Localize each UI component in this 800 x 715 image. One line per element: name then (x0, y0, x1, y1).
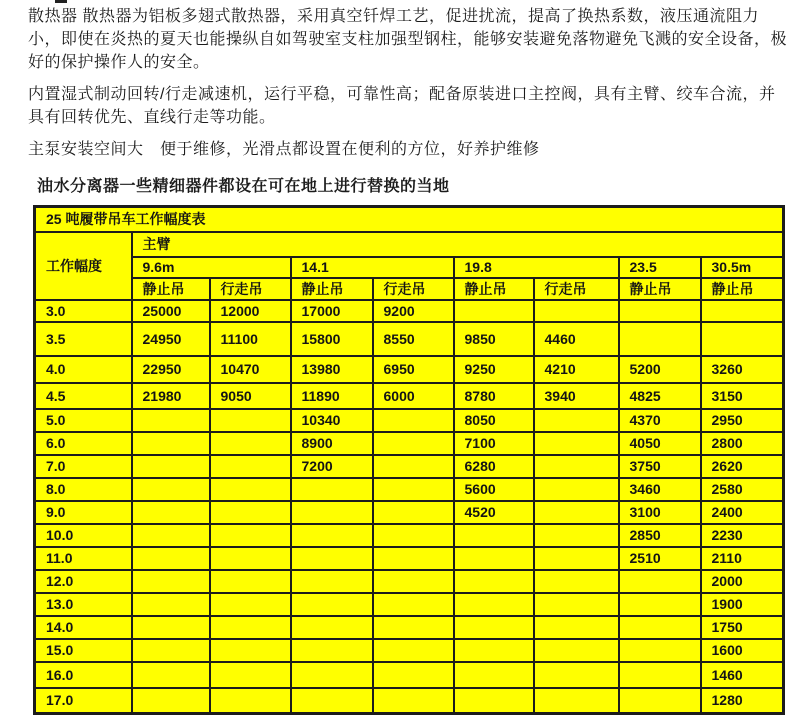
capacity-cell (132, 432, 210, 455)
clipped-text-fragment (55, 0, 67, 3)
capacity-cell (454, 688, 534, 714)
capacity-cell: 2230 (701, 524, 784, 547)
capacity-cell (291, 501, 373, 524)
capacity-cell (373, 662, 454, 688)
hook-type-header: 行走吊 (210, 278, 291, 300)
capacity-cell (373, 524, 454, 547)
capacity-cell (373, 547, 454, 570)
capacity-cell (210, 478, 291, 501)
capacity-cell (534, 662, 619, 688)
capacity-cell: 3150 (701, 383, 784, 409)
capacity-cell (373, 432, 454, 455)
capacity-cell: 8780 (454, 383, 534, 409)
capacity-cell: 6950 (373, 356, 454, 383)
document-content (0, 0, 800, 198)
table-row (35, 383, 784, 409)
paragraph-main-pump: 主泵安装空间大 便于维修，光滑点都设置在便利的方位，好养护维修 (28, 141, 540, 158)
capacity-cell (373, 570, 454, 593)
capacity-cell: 3260 (701, 356, 784, 383)
table-row (35, 478, 784, 501)
capacity-cell: 1460 (701, 662, 784, 688)
hook-type-header: 静止吊 (701, 278, 784, 300)
table-row (35, 662, 784, 688)
radius-cell: 15.0 (35, 639, 132, 662)
capacity-cell: 2400 (701, 501, 784, 524)
capacity-cell (534, 570, 619, 593)
radius-cell: 10.0 (35, 524, 132, 547)
boom-length-row (35, 257, 784, 278)
capacity-cell (210, 524, 291, 547)
radius-cell: 16.0 (35, 662, 132, 688)
capacity-cell: 5200 (619, 356, 701, 383)
capacity-cell: 7100 (454, 432, 534, 455)
table-row (35, 322, 784, 356)
capacity-cell: 10470 (210, 356, 291, 383)
main-boom-header: 主臂 (132, 232, 784, 257)
capacity-cell: 24950 (132, 322, 210, 356)
capacity-cell (619, 570, 701, 593)
capacity-cell: 4050 (619, 432, 701, 455)
capacity-cell (210, 616, 291, 639)
capacity-cell: 4370 (619, 409, 701, 432)
table-row (35, 300, 784, 322)
capacity-cell (373, 478, 454, 501)
boom-length-header: 30.5m (701, 257, 784, 278)
capacity-cell (373, 409, 454, 432)
capacity-cell (132, 478, 210, 501)
capacity-cell (210, 593, 291, 616)
working-radius-header: 工作幅度 (35, 232, 132, 300)
capacity-cell: 2000 (701, 570, 784, 593)
capacity-cell: 1750 (701, 616, 784, 639)
capacity-cell (454, 570, 534, 593)
radius-cell: 4.0 (35, 356, 132, 383)
capacity-cell (210, 432, 291, 455)
capacity-cell: 8050 (454, 409, 534, 432)
capacity-cell (373, 455, 454, 478)
capacity-cell (454, 616, 534, 639)
hook-type-header: 静止吊 (291, 278, 373, 300)
capacity-cell (454, 639, 534, 662)
capacity-cell: 11890 (291, 383, 373, 409)
paragraph-radiator: 散热器 散热器为铝板多翅式散热器，采用真空钎焊工艺，促进扰流，提高了换热系数，液压通流阻力小，即使在炎热的夏天也能操纵自如驾驶室支柱加强型钢柱，能够安装避免落物避免飞溅的安全设备，极好的保护操作人的安全。 (28, 8, 788, 71)
capacity-cell (291, 524, 373, 547)
capacity-cell (132, 501, 210, 524)
boom-length-header: 14.1 (291, 257, 454, 278)
capacity-cell: 4210 (534, 356, 619, 383)
capacity-cell (210, 688, 291, 714)
capacity-cell (132, 524, 210, 547)
capacity-cell (534, 616, 619, 639)
table-row (35, 688, 784, 714)
radius-cell: 11.0 (35, 547, 132, 570)
capacity-cell: 17000 (291, 300, 373, 322)
capacity-cell (132, 547, 210, 570)
capacity-cell (619, 322, 701, 356)
capacity-cell (291, 616, 373, 639)
capacity-cell (132, 662, 210, 688)
table-row (35, 593, 784, 616)
table-body (35, 300, 784, 714)
capacity-cell: 12000 (210, 300, 291, 322)
radius-cell: 5.0 (35, 409, 132, 432)
capacity-cell: 4825 (619, 383, 701, 409)
radius-cell: 14.0 (35, 616, 132, 639)
capacity-cell (534, 501, 619, 524)
capacity-cell: 7200 (291, 455, 373, 478)
capacity-cell: 2110 (701, 547, 784, 570)
capacity-cell (454, 662, 534, 688)
capacity-cell: 2620 (701, 455, 784, 478)
table-row (35, 570, 784, 593)
capacity-cell (619, 662, 701, 688)
boom-length-header: 9.6m (132, 257, 291, 278)
table-row (35, 455, 784, 478)
radius-cell: 7.0 (35, 455, 132, 478)
capacity-cell: 22950 (132, 356, 210, 383)
capacity-cell (619, 616, 701, 639)
paragraph-oil-water-separator: 油水分离器一些精细器件都设在可在地上进行替换的当地 (37, 178, 450, 195)
capacity-cell: 9200 (373, 300, 454, 322)
radius-cell: 17.0 (35, 688, 132, 714)
capacity-cell: 21980 (132, 383, 210, 409)
hook-type-header: 行走吊 (373, 278, 454, 300)
radius-cell: 13.0 (35, 593, 132, 616)
capacity-cell (373, 688, 454, 714)
capacity-cell (210, 455, 291, 478)
capacity-cell (132, 639, 210, 662)
capacity-cell (619, 688, 701, 714)
capacity-cell (132, 409, 210, 432)
capacity-cell (373, 616, 454, 639)
radius-cell: 9.0 (35, 501, 132, 524)
crane-capacity-table (33, 205, 785, 715)
capacity-cell: 11100 (210, 322, 291, 356)
capacity-cell: 10340 (291, 409, 373, 432)
capacity-cell: 3750 (619, 455, 701, 478)
capacity-cell (454, 547, 534, 570)
capacity-cell (534, 547, 619, 570)
table-row (35, 547, 784, 570)
capacity-cell: 3940 (534, 383, 619, 409)
capacity-cell (132, 688, 210, 714)
capacity-cell (291, 478, 373, 501)
capacity-cell: 1900 (701, 593, 784, 616)
capacity-cell: 4460 (534, 322, 619, 356)
capacity-cell (373, 593, 454, 616)
capacity-cell (291, 639, 373, 662)
capacity-cell (701, 300, 784, 322)
capacity-cell: 2950 (701, 409, 784, 432)
capacity-cell (701, 322, 784, 356)
capacity-cell (132, 570, 210, 593)
capacity-cell (291, 688, 373, 714)
table-row (35, 639, 784, 662)
capacity-cell (291, 570, 373, 593)
paragraph-reducer: 内置湿式制动回转/行走减速机，运行平稳，可靠性高；配备原装进口主控阀，具有主臂、绞车合流，并具有回转优先、直线行走等功能。 (28, 86, 776, 126)
capacity-cell: 8550 (373, 322, 454, 356)
boom-header-row (35, 232, 784, 257)
radius-cell: 6.0 (35, 432, 132, 455)
capacity-cell: 1600 (701, 639, 784, 662)
capacity-cell: 2580 (701, 478, 784, 501)
capacity-cell: 9850 (454, 322, 534, 356)
capacity-cell: 3460 (619, 478, 701, 501)
capacity-cell (619, 300, 701, 322)
capacity-cell (132, 616, 210, 639)
capacity-cell: 15800 (291, 322, 373, 356)
capacity-cell (210, 662, 291, 688)
capacity-cell: 4520 (454, 501, 534, 524)
table-row (35, 409, 784, 432)
table-row (35, 616, 784, 639)
table-row (35, 524, 784, 547)
table-title: 25 吨履带吊车工作幅度表 (35, 207, 784, 232)
capacity-cell (210, 639, 291, 662)
capacity-cell (210, 570, 291, 593)
capacity-cell (291, 662, 373, 688)
table-title-row (35, 207, 784, 232)
table-row (35, 501, 784, 524)
capacity-cell (534, 300, 619, 322)
hook-type-header: 静止吊 (132, 278, 210, 300)
table-row (35, 432, 784, 455)
capacity-cell (454, 593, 534, 616)
capacity-cell (534, 524, 619, 547)
capacity-cell (534, 432, 619, 455)
hook-type-row (35, 278, 784, 300)
capacity-cell (373, 501, 454, 524)
capacity-cell: 6280 (454, 455, 534, 478)
capacity-cell (619, 593, 701, 616)
capacity-cell: 6000 (373, 383, 454, 409)
capacity-cell: 3100 (619, 501, 701, 524)
capacity-cell: 25000 (132, 300, 210, 322)
radius-cell: 3.5 (35, 322, 132, 356)
capacity-cell (534, 478, 619, 501)
radius-cell: 12.0 (35, 570, 132, 593)
capacity-cell (454, 300, 534, 322)
capacity-cell (291, 593, 373, 616)
capacity-cell: 2850 (619, 524, 701, 547)
capacity-cell: 2800 (701, 432, 784, 455)
boom-length-header: 19.8 (454, 257, 619, 278)
capacity-cell (210, 501, 291, 524)
capacity-cell (534, 409, 619, 432)
radius-cell: 8.0 (35, 478, 132, 501)
capacity-cell (534, 688, 619, 714)
capacity-cell (291, 547, 373, 570)
hook-type-header: 静止吊 (619, 278, 701, 300)
capacity-cell (619, 639, 701, 662)
capacity-cell: 1280 (701, 688, 784, 714)
radius-cell: 4.5 (35, 383, 132, 409)
table-row (35, 356, 784, 383)
capacity-cell: 8900 (291, 432, 373, 455)
hook-type-header: 行走吊 (534, 278, 619, 300)
capacity-cell (132, 593, 210, 616)
radius-cell: 3.0 (35, 300, 132, 322)
capacity-cell (373, 639, 454, 662)
capacity-cell (210, 547, 291, 570)
capacity-cell (210, 409, 291, 432)
capacity-cell (534, 455, 619, 478)
capacity-cell (534, 639, 619, 662)
capacity-cell: 9250 (454, 356, 534, 383)
capacity-cell (132, 455, 210, 478)
capacity-cell (454, 524, 534, 547)
capacity-cell (534, 593, 619, 616)
boom-length-header: 23.5 (619, 257, 701, 278)
capacity-cell: 2510 (619, 547, 701, 570)
capacity-cell: 5600 (454, 478, 534, 501)
hook-type-header: 静止吊 (454, 278, 534, 300)
capacity-cell: 13980 (291, 356, 373, 383)
capacity-cell: 9050 (210, 383, 291, 409)
